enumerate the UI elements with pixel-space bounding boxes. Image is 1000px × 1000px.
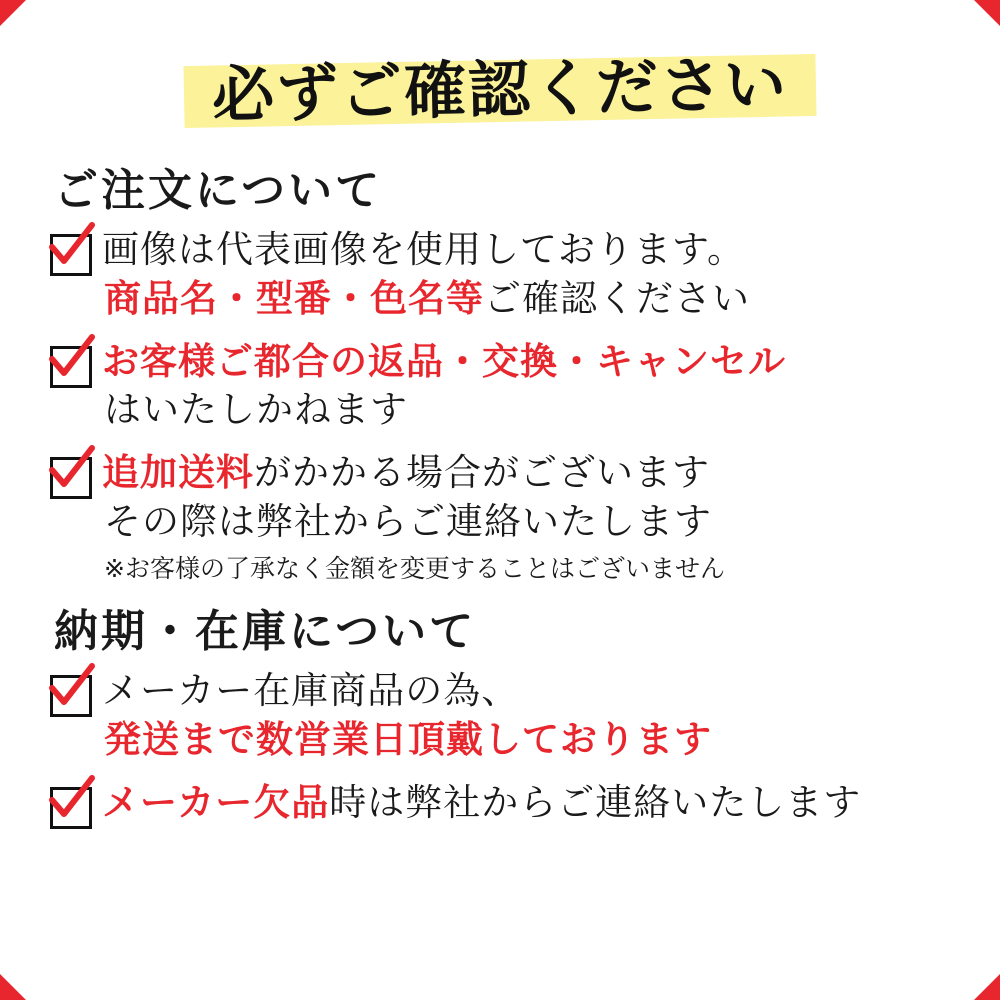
text-line: お客様ご都合の返品・交換・キャンセル bbox=[102, 339, 786, 383]
text-line: 発送まで数営業日頂戴しております bbox=[104, 717, 712, 761]
text-note: ※お客様の了承なく金額を変更することはございません bbox=[104, 553, 725, 583]
text-line: はいたしかねます bbox=[104, 388, 408, 432]
section-orders bbox=[44, 154, 956, 585]
section-heading-orders: ご注文について bbox=[54, 165, 383, 216]
text-line: 追加送料がかかる場合がございます bbox=[102, 451, 710, 495]
corner-decoration-bottom-left bbox=[0, 974, 26, 1000]
checkbox-icon bbox=[50, 675, 92, 717]
list-item bbox=[50, 338, 956, 436]
text-line: メーカー欠品時は弊社からご連絡いたします bbox=[102, 780, 862, 824]
list-item-text bbox=[102, 226, 956, 324]
corner-decoration-top-right bbox=[974, 0, 1000, 26]
checkbox-icon bbox=[50, 234, 92, 276]
list-item bbox=[50, 779, 956, 829]
text-line: その際は弊社からご連絡いたします bbox=[104, 500, 712, 544]
text-line: 画像は代表画像を使用しております。 bbox=[102, 228, 746, 271]
list-item-text bbox=[102, 338, 956, 436]
page-title bbox=[44, 40, 956, 140]
list-item bbox=[50, 667, 956, 765]
list-item-text bbox=[102, 667, 956, 765]
list-item-text bbox=[102, 449, 956, 585]
list-item bbox=[50, 449, 956, 585]
section-heading-delivery-stock: 納期・在庫について bbox=[54, 605, 477, 657]
text-line: 商品名・型番・色名等ご確認ください bbox=[104, 276, 750, 320]
corner-decoration-bottom-right bbox=[974, 974, 1000, 1000]
section-delivery-stock bbox=[44, 595, 956, 829]
corner-decoration-top-left bbox=[0, 0, 26, 26]
text-line: メーカー在庫商品の為、 bbox=[102, 668, 520, 712]
checkbox-icon bbox=[50, 346, 92, 388]
list-item bbox=[50, 226, 956, 324]
page-title-text: 必ずご確認ください bbox=[211, 47, 789, 132]
checkbox-icon bbox=[50, 457, 92, 499]
checkbox-icon bbox=[50, 787, 92, 829]
list-item-text bbox=[102, 779, 956, 828]
